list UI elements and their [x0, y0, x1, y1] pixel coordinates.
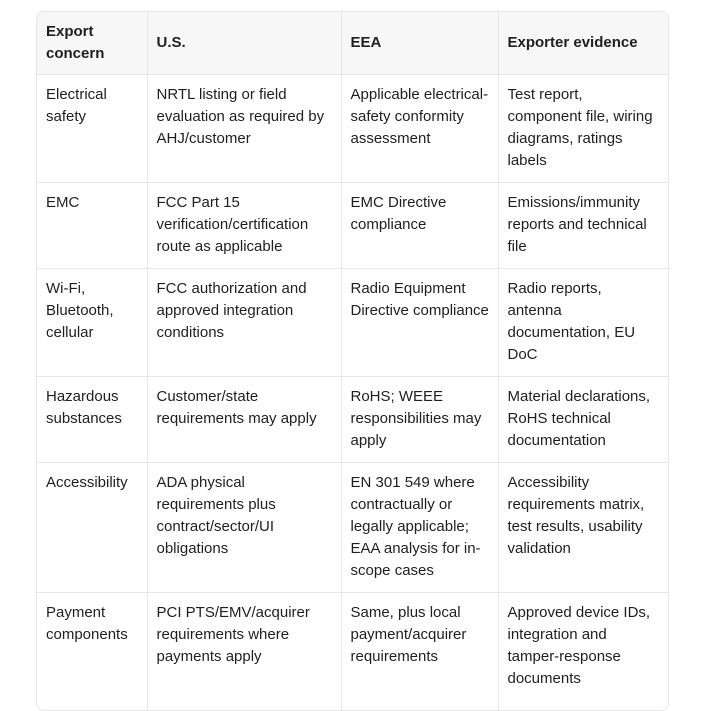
cell-us: ADA physical requirements plus contract/sector/UI obligations: [147, 462, 341, 592]
cell-concern: Accessibility: [37, 462, 147, 592]
cell-us: PCI PTS/EMV/acquirer requirements where payments apply: [147, 592, 341, 711]
cell-eea: Same, plus local payment/acquirer requirements: [341, 592, 498, 711]
table-row: [37, 592, 668, 711]
cell-concern: Wi-Fi, Bluetooth, cellular: [37, 268, 147, 376]
cell-evidence: Test report, component file, wiring diagrams, ratings labels: [498, 74, 668, 182]
cell-eea: Applicable electrical-safety conformity assessment: [341, 74, 498, 182]
cell-eea: EN 301 549 where contractually or legally applicable; EAA analysis for in-scope cases: [341, 462, 498, 592]
cell-concern: Hazardous substances: [37, 376, 147, 462]
cell-us: FCC authorization and approved integration conditions: [147, 268, 341, 376]
header-us: U.S.: [147, 12, 341, 74]
cell-us: Customer/state requirements may apply: [147, 376, 341, 462]
compliance-table-container: [36, 11, 669, 711]
cell-evidence: Accessibility requirements matrix, test results, usability validation: [498, 462, 668, 592]
cell-eea: EMC Directive compliance: [341, 182, 498, 268]
compliance-table: [37, 12, 668, 711]
header-eea: EEA: [341, 12, 498, 74]
cell-eea: RoHS; WEEE responsibilities may apply: [341, 376, 498, 462]
header-exporter-evidence: Exporter evidence: [498, 12, 668, 74]
header-export-concern: Export concern: [37, 12, 147, 74]
table-row: [37, 182, 668, 268]
cell-concern: Electrical safety: [37, 74, 147, 182]
table-row: [37, 376, 668, 462]
cell-us: FCC Part 15 verification/certification route as applicable: [147, 182, 341, 268]
cell-concern: EMC: [37, 182, 147, 268]
table-row: [37, 268, 668, 376]
cell-evidence: Emissions/immunity reports and technical file: [498, 182, 668, 268]
cell-concern: Payment components: [37, 592, 147, 711]
cell-evidence: Material declarations, RoHS technical documentation: [498, 376, 668, 462]
table-header-row: [37, 12, 668, 74]
cell-us: NRTL listing or field evaluation as required by AHJ/customer: [147, 74, 341, 182]
cell-eea: Radio Equipment Directive compliance: [341, 268, 498, 376]
cell-evidence: Approved device IDs, integration and tamper-response documents: [498, 592, 668, 711]
table-row: [37, 462, 668, 592]
table-row: [37, 74, 668, 182]
cell-evidence: Radio reports, antenna documentation, EU DoC: [498, 268, 668, 376]
